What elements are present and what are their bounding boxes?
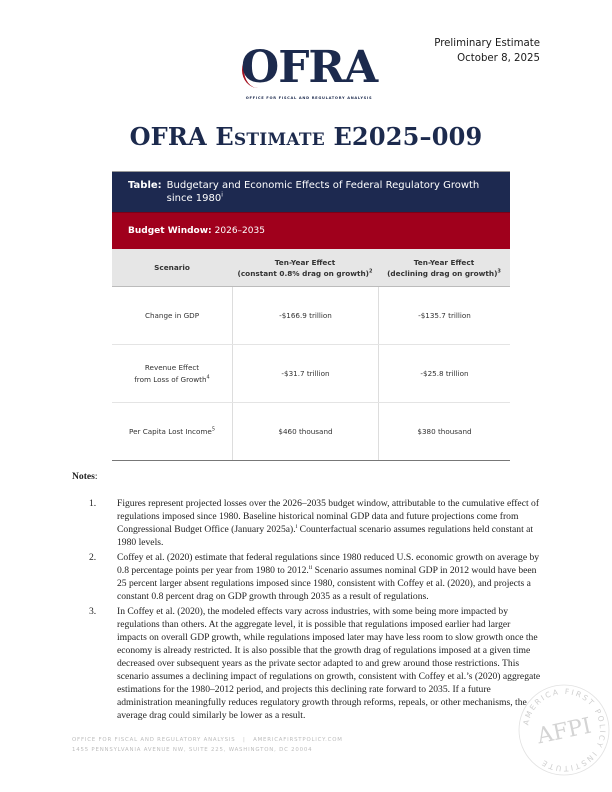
table-column-headers bbox=[112, 249, 510, 287]
column-header-subtext-value: (constant 0.8% drag on growth) bbox=[237, 268, 369, 278]
preliminary-header bbox=[434, 36, 540, 66]
budget-window-bar bbox=[112, 212, 510, 249]
footnote-ref[interactable]: 4 bbox=[206, 374, 210, 381]
logo-wordmark: OFRA bbox=[240, 42, 378, 93]
constant-drag-cell: -$31.7 trillion bbox=[232, 345, 378, 402]
table-row bbox=[112, 403, 510, 460]
seal-ring-text: AMERICA FIRST POLICY INSTITUTE bbox=[521, 686, 608, 774]
table-row bbox=[112, 287, 510, 345]
table-caption bbox=[112, 171, 510, 212]
scenario-label-text: from Loss of Growth bbox=[134, 374, 207, 384]
note-item bbox=[72, 497, 542, 549]
note-text bbox=[109, 497, 542, 549]
note-text-part: Scenario assumes nominal GDP in 2012 would have been 25 percent larger absent regulations imposed since 1980, consistent with Coffey et al. (2020), and projects a constant 0.8 percent drag on GDP growth through 2035 as a result of regulations. bbox=[117, 565, 537, 602]
table-caption-text bbox=[167, 179, 480, 212]
page-footer bbox=[72, 735, 343, 755]
caption-line-1: Budgetary and Economic Effects of Federal Regulatory Growth bbox=[166, 180, 480, 191]
column-header-subtext bbox=[387, 268, 501, 279]
ofra-logo bbox=[234, 44, 384, 104]
note-text bbox=[109, 551, 542, 603]
budget-window-value: 2026–2035 bbox=[214, 226, 265, 236]
note-text-part: Figures represent projected losses over the 2026–2035 budget window, attributable to the cumulative effect of regulations imposed since 1980. Baseline historical nominal GDP data and future projections come from Congressional Budget Office (January 2025a). bbox=[117, 498, 540, 535]
note-text-part: Coffey et al. (2020) estimate that federal regulations since 1980 reduced U.S. economic growth on average by 0.8 percentage points per year from 1980 to 2012. bbox=[117, 552, 540, 576]
budget-window-label: Budget Window: bbox=[128, 226, 212, 236]
constant-drag-cell: $460 thousand bbox=[232, 403, 378, 460]
declining-drag-cell: $380 thousand bbox=[378, 403, 510, 460]
note-item bbox=[72, 605, 542, 722]
scenario-label-text: Change in GDP bbox=[144, 310, 200, 320]
note-number: 1. bbox=[89, 498, 97, 509]
logo-subtitle: OFFICE FOR FISCAL AND REGULATORY ANALYSIS bbox=[245, 96, 373, 100]
seal-center-text: AFPI bbox=[534, 713, 594, 750]
footnote-ref[interactable]: 3 bbox=[497, 268, 501, 275]
note-number: 2. bbox=[89, 552, 97, 563]
note-text bbox=[109, 605, 542, 722]
column-header-subtext bbox=[238, 268, 373, 279]
notes-section bbox=[72, 470, 542, 722]
scenario-label-text: Per Capita Lost Income bbox=[129, 426, 212, 436]
note-item bbox=[72, 551, 542, 603]
page-title: OFRA Estimate E2025–009 bbox=[129, 122, 483, 151]
column-header-declining bbox=[378, 249, 510, 286]
estimate-date: October 8, 2025 bbox=[457, 53, 540, 64]
endnote-ref[interactable]: ii bbox=[308, 564, 313, 571]
footer-org-line: OFFICE FOR FISCAL AND REGULATORY ANALYSIS | AMERICAFIRSTPOLICY.COM bbox=[72, 737, 343, 743]
footer-address-line: 1455 PENNSYLVANIA AVENUE NW, SUITE 225, WASHINGTON, DC 20004 bbox=[72, 747, 313, 753]
caption-line-2: since 1980 bbox=[166, 193, 222, 204]
constant-drag-cell: -$166.9 trillion bbox=[232, 287, 378, 344]
afpi-seal-icon bbox=[514, 680, 612, 780]
footnote-ref[interactable]: 2 bbox=[369, 268, 373, 275]
column-header-text: Ten-Year Effect bbox=[274, 257, 336, 267]
table-row bbox=[112, 345, 510, 403]
note-number: 3. bbox=[89, 606, 97, 617]
column-header-constant bbox=[232, 249, 378, 286]
table-caption-label: Table: bbox=[128, 180, 162, 191]
note-text-part: In Coffey et al. (2020), the modeled effects vary across industries, with some being more impacted by regulations than others. At the aggregate level, it is possible that regulations imposed earlier had larger impacts on overall GDP growth, while regulations imposed later may have less room to slow growth once the economy is already restricted. It is also possible that the growth drag of regulations imposed at a given time decreased over subsequent years as the private sector adapted to and grew around those restrictions. This scenario assumes a declining impact of regulations on growth, consistent with Coffey et al.’s (2020) aggregate estimations for the 1980–2012 period, and projects this declining rate forward to 2035. If a future administration meaningfully reduces regulatory growth through reforms, repeals, or other mechanisms, the average drag could similarly be lower as a result. bbox=[117, 606, 541, 721]
footnote-ref[interactable]: 5 bbox=[211, 426, 215, 433]
scenario-cell bbox=[112, 345, 232, 402]
declining-drag-cell: -$135.7 trillion bbox=[378, 287, 510, 344]
notes-heading-colon: : bbox=[94, 471, 98, 482]
notes-heading-text: Notes bbox=[72, 471, 95, 482]
scenario-cell bbox=[112, 287, 232, 344]
column-header-text: Scenario bbox=[154, 263, 190, 272]
scenario-label-line2 bbox=[134, 374, 209, 386]
endnote-ref[interactable]: i bbox=[295, 523, 298, 530]
column-header-scenario bbox=[112, 249, 232, 286]
column-header-subtext-value: (declining drag on growth) bbox=[387, 268, 498, 278]
effects-table bbox=[112, 171, 510, 461]
column-header-text: Ten-Year Effect bbox=[413, 257, 475, 267]
notes-heading bbox=[72, 470, 542, 483]
scenario-cell bbox=[112, 403, 232, 460]
scenario-label bbox=[145, 310, 199, 322]
estimate-status: Preliminary Estimate bbox=[434, 38, 540, 49]
note-text-part: Counterfactual scenario assumes regulations held constant at 1980 levels. bbox=[117, 524, 534, 548]
declining-drag-cell: -$25.8 trillion bbox=[378, 345, 510, 402]
scenario-label-text: Revenue Effect bbox=[144, 362, 200, 372]
scenario-label bbox=[129, 426, 215, 438]
caption-footnote-ref[interactable]: i bbox=[221, 191, 223, 199]
